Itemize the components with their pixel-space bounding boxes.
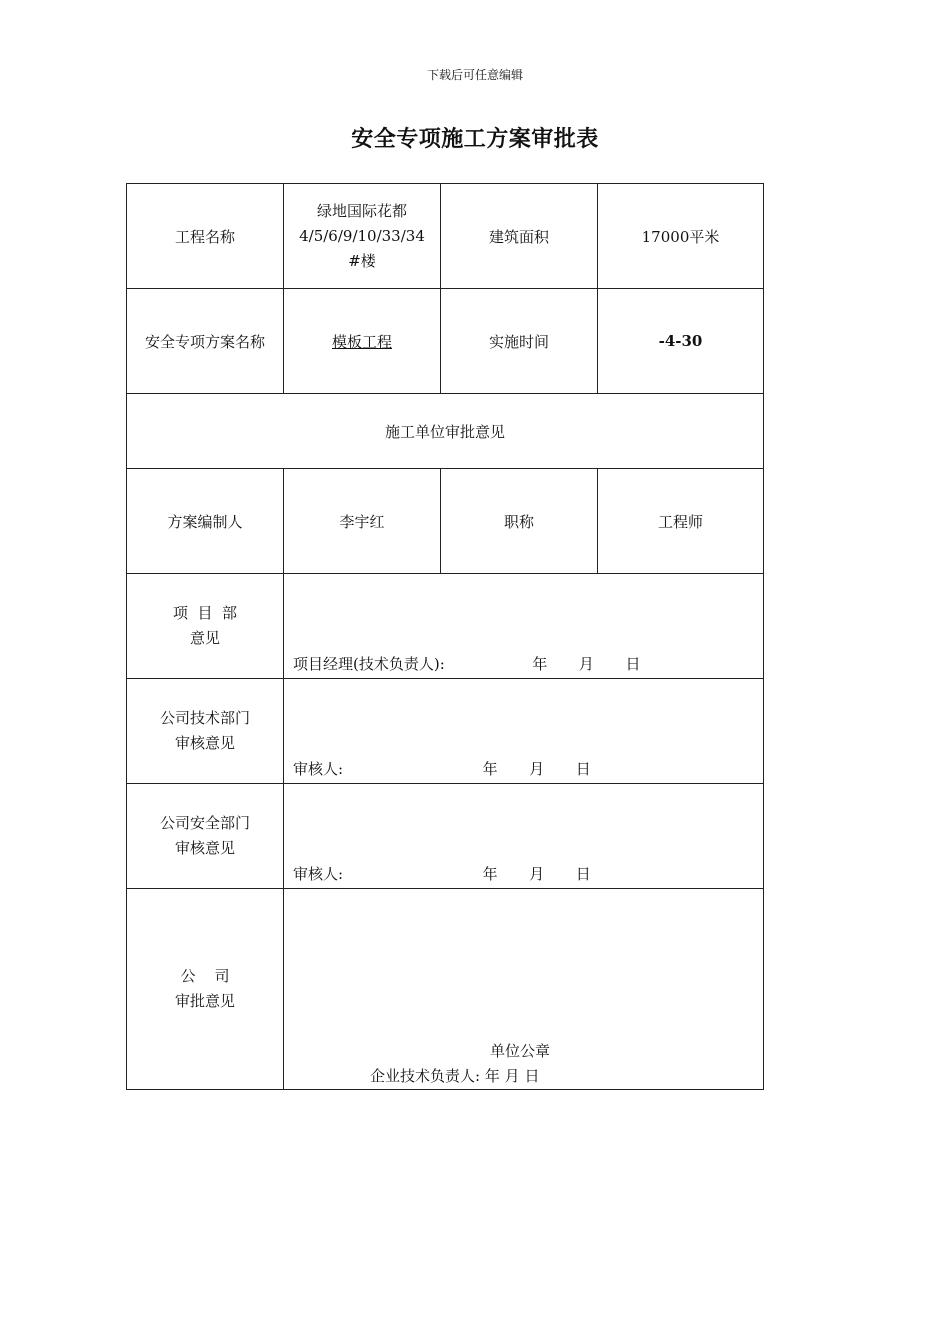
- date-year: 年: [484, 1067, 500, 1085]
- signer-label: 审核人:: [293, 865, 344, 883]
- label-line: 项 目 部: [172, 604, 238, 622]
- project-name-line: #楼: [348, 251, 376, 270]
- safety-dept-opinion: [284, 784, 764, 889]
- label-line: 公司技术部门: [159, 709, 250, 727]
- label-line: 审批意见: [174, 992, 235, 1010]
- table-row: [127, 394, 764, 469]
- table-row: [127, 679, 764, 784]
- table-row: [127, 469, 764, 574]
- label-line: 意见: [189, 629, 220, 647]
- tech-dept-label: [127, 679, 284, 784]
- date-day: 日: [575, 760, 591, 778]
- signature-line: [293, 863, 591, 884]
- date-year: 年: [482, 865, 498, 883]
- section-title: 施工单位审批意见: [127, 394, 764, 469]
- project-name-line: 绿地国际花都: [316, 201, 407, 220]
- date-year: 年: [482, 760, 498, 778]
- project-dept-opinion: [284, 574, 764, 679]
- label-line: 审核意见: [174, 839, 235, 857]
- table-row: [127, 784, 764, 889]
- label-line: 审核意见: [174, 734, 235, 752]
- project-name-line: 4/5/6/9/10/33/34: [299, 226, 425, 245]
- building-area-label: 建筑面积: [441, 184, 598, 289]
- signature-line: [293, 653, 641, 674]
- company-opinion: [284, 889, 764, 1090]
- plan-name-value: [284, 289, 441, 394]
- plan-name-text: 模板工程: [331, 332, 392, 351]
- signature-line: [293, 758, 591, 779]
- approval-form-table: [126, 183, 764, 1090]
- table-row: [127, 289, 764, 394]
- plan-author-value: 李宇红: [284, 469, 441, 574]
- signer-label: 项目经理(技术负责人):: [293, 655, 445, 673]
- plan-author-label: 方案编制人: [127, 469, 284, 574]
- date-day: 日: [625, 655, 641, 673]
- table-row: [127, 184, 764, 289]
- page-title: 安全专项施工方案审批表: [351, 127, 599, 152]
- signature-line: [370, 1065, 539, 1086]
- date-month: 月: [578, 655, 594, 673]
- table-row: [127, 889, 764, 1090]
- safety-dept-label: [127, 784, 284, 889]
- signer-label: 审核人:: [293, 760, 344, 778]
- plan-name-label: 安全专项方案名称: [127, 289, 284, 394]
- header-note: 下载后可任意编辑: [426, 68, 523, 82]
- implementation-time-value: -4-30: [598, 289, 764, 394]
- date-month: 月: [504, 1067, 520, 1085]
- company-seal-label: 单位公章: [490, 1042, 551, 1060]
- date-month: 月: [529, 760, 545, 778]
- company-label: [127, 889, 284, 1090]
- date-day: 日: [575, 865, 591, 883]
- signer-label: 企业技术负责人:: [370, 1067, 481, 1085]
- date-day: 日: [524, 1067, 540, 1085]
- date-month: 月: [529, 865, 545, 883]
- tech-dept-opinion: [284, 679, 764, 784]
- label-line: 公司安全部门: [159, 814, 250, 832]
- project-name-value: [284, 184, 441, 289]
- job-title-label: 职称: [441, 469, 598, 574]
- project-dept-label: [127, 574, 284, 679]
- building-area-value: 17000平米: [598, 184, 764, 289]
- date-year: 年: [532, 655, 548, 673]
- table-row: [127, 574, 764, 679]
- label-line: 公 司: [180, 967, 230, 985]
- job-title-value: 工程师: [598, 469, 764, 574]
- implementation-time-label: 实施时间: [441, 289, 598, 394]
- project-name-label: 工程名称: [127, 184, 284, 289]
